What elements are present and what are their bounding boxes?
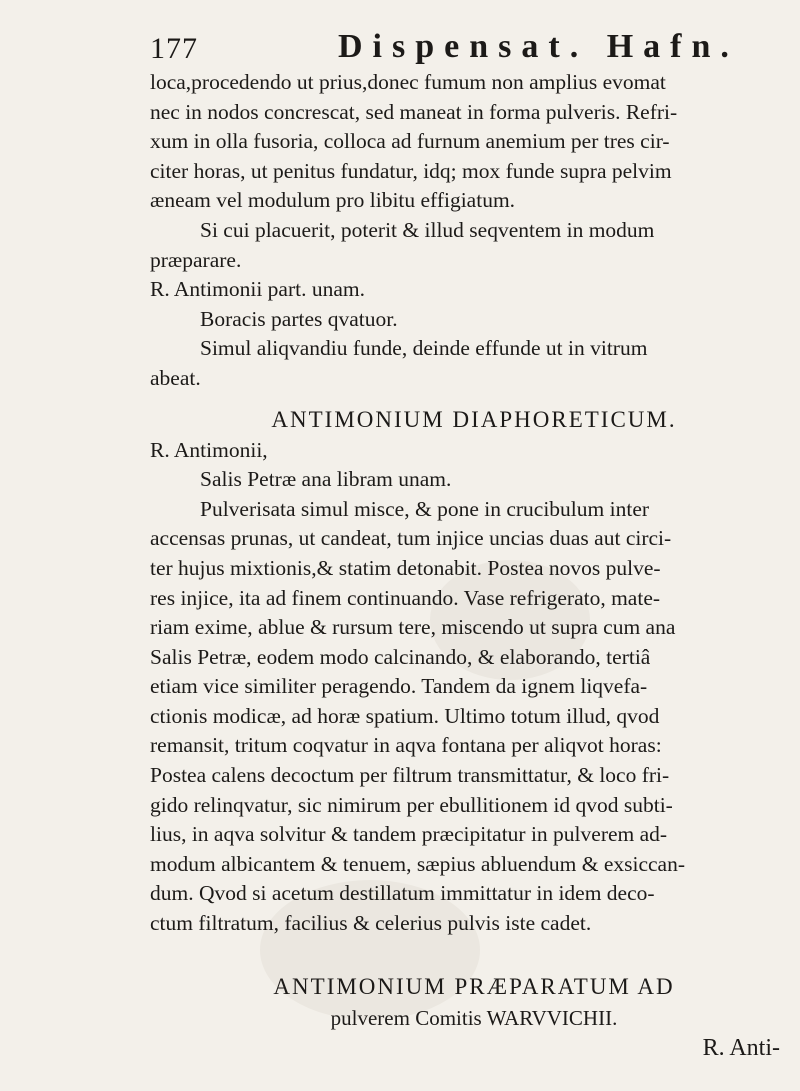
text-line: remansit, tritum coqvatur in aqva fontana per aliqvot horas: [150, 733, 662, 758]
text-line: Postea calens decoctum per filtrum transmittatur, & loco fri- [150, 763, 670, 788]
text-line: præparare. [150, 247, 242, 272]
recipe-line: Simul aliqvandiu funde, deinde effunde ut in vitrum [200, 336, 648, 361]
text-line: loca,procedendo ut prius,donec fumum non amplius evomat [150, 70, 666, 94]
text-line: dum. Qvod si acetum destillatum immittatur in idem deco- [150, 881, 655, 906]
recipe-line: R. Antimonii part. unam. [150, 277, 365, 302]
spacer [150, 939, 798, 961]
page-text [150, 68, 798, 1063]
text-line: citer horas, ut penitus fundatur, idq; mox funde supra pelvim [150, 158, 672, 183]
recipe-line: Boracis partes qvatuor. [200, 306, 398, 331]
section-heading: ANTIMONIUM PRÆPARATUM AD [273, 973, 675, 999]
text-line: modum albicantem & tenuem, sæpius abluendum & exsiccan- [150, 851, 685, 876]
text-line: lius, in aqva solvitur & tandem præcipitatur in pulverem ad- [150, 822, 668, 847]
section-subheading: pulverem Comitis WARVVICHII. [330, 1005, 618, 1030]
text-line: nec in nodos concrescat, sed maneat in forma pulveris. Refri- [150, 99, 678, 124]
recipe-line: R. Antimonii, [150, 437, 268, 462]
section-heading: ANTIMONIUM DIAPHORETICUM. [271, 406, 677, 432]
text-line: gido relinqvatur, sic nimirum per ebullitionem id qvod subti- [150, 792, 673, 817]
text-line: ctum filtratum, facilius & celerius pulvis iste cadet. [150, 911, 592, 936]
text-line: æneam vel modulum pro libitu effigiatum. [150, 188, 516, 213]
text-line: accensas prunas, ut candeat, tum injice uncias duas aut circi- [150, 526, 672, 551]
text-line: ctionis modicæ, ad horæ spatium. Ultimo totum illud, qvod [150, 703, 660, 728]
text-line: Si cui placuerit, poterit & illud seqventem in modum [200, 217, 655, 242]
recipe-line: abeat. [150, 365, 201, 390]
text-line: res injice, ita ad finem continuando. Vase refrigerato, mate- [150, 585, 661, 610]
running-header [150, 22, 790, 70]
running-title: Dispensat. Hafn. [338, 28, 739, 65]
page-number: 177 [150, 32, 198, 65]
text-line: Salis Petræ, eodem modo calcinando, & elaborando, tertiâ [150, 644, 651, 669]
text-line: riam exime, ablue & rursum tere, miscendo ut supra cum ana [150, 615, 676, 640]
text-line: ter hujus mixtionis,& statim detonabit. Postea novos pulve- [150, 555, 661, 580]
catchword: R. Anti- [702, 1034, 780, 1061]
text-line: etiam vice similiter peragendo. Tandem da ignem liqvefa- [150, 674, 648, 699]
text-line: xum in olla fusoria, colloca ad furnum anemium per tres cir- [150, 129, 670, 154]
recipe-line: Salis Petræ ana libram unam. [200, 467, 452, 492]
text-line: Pulverisata simul misce, & pone in crucibulum inter [200, 496, 650, 521]
